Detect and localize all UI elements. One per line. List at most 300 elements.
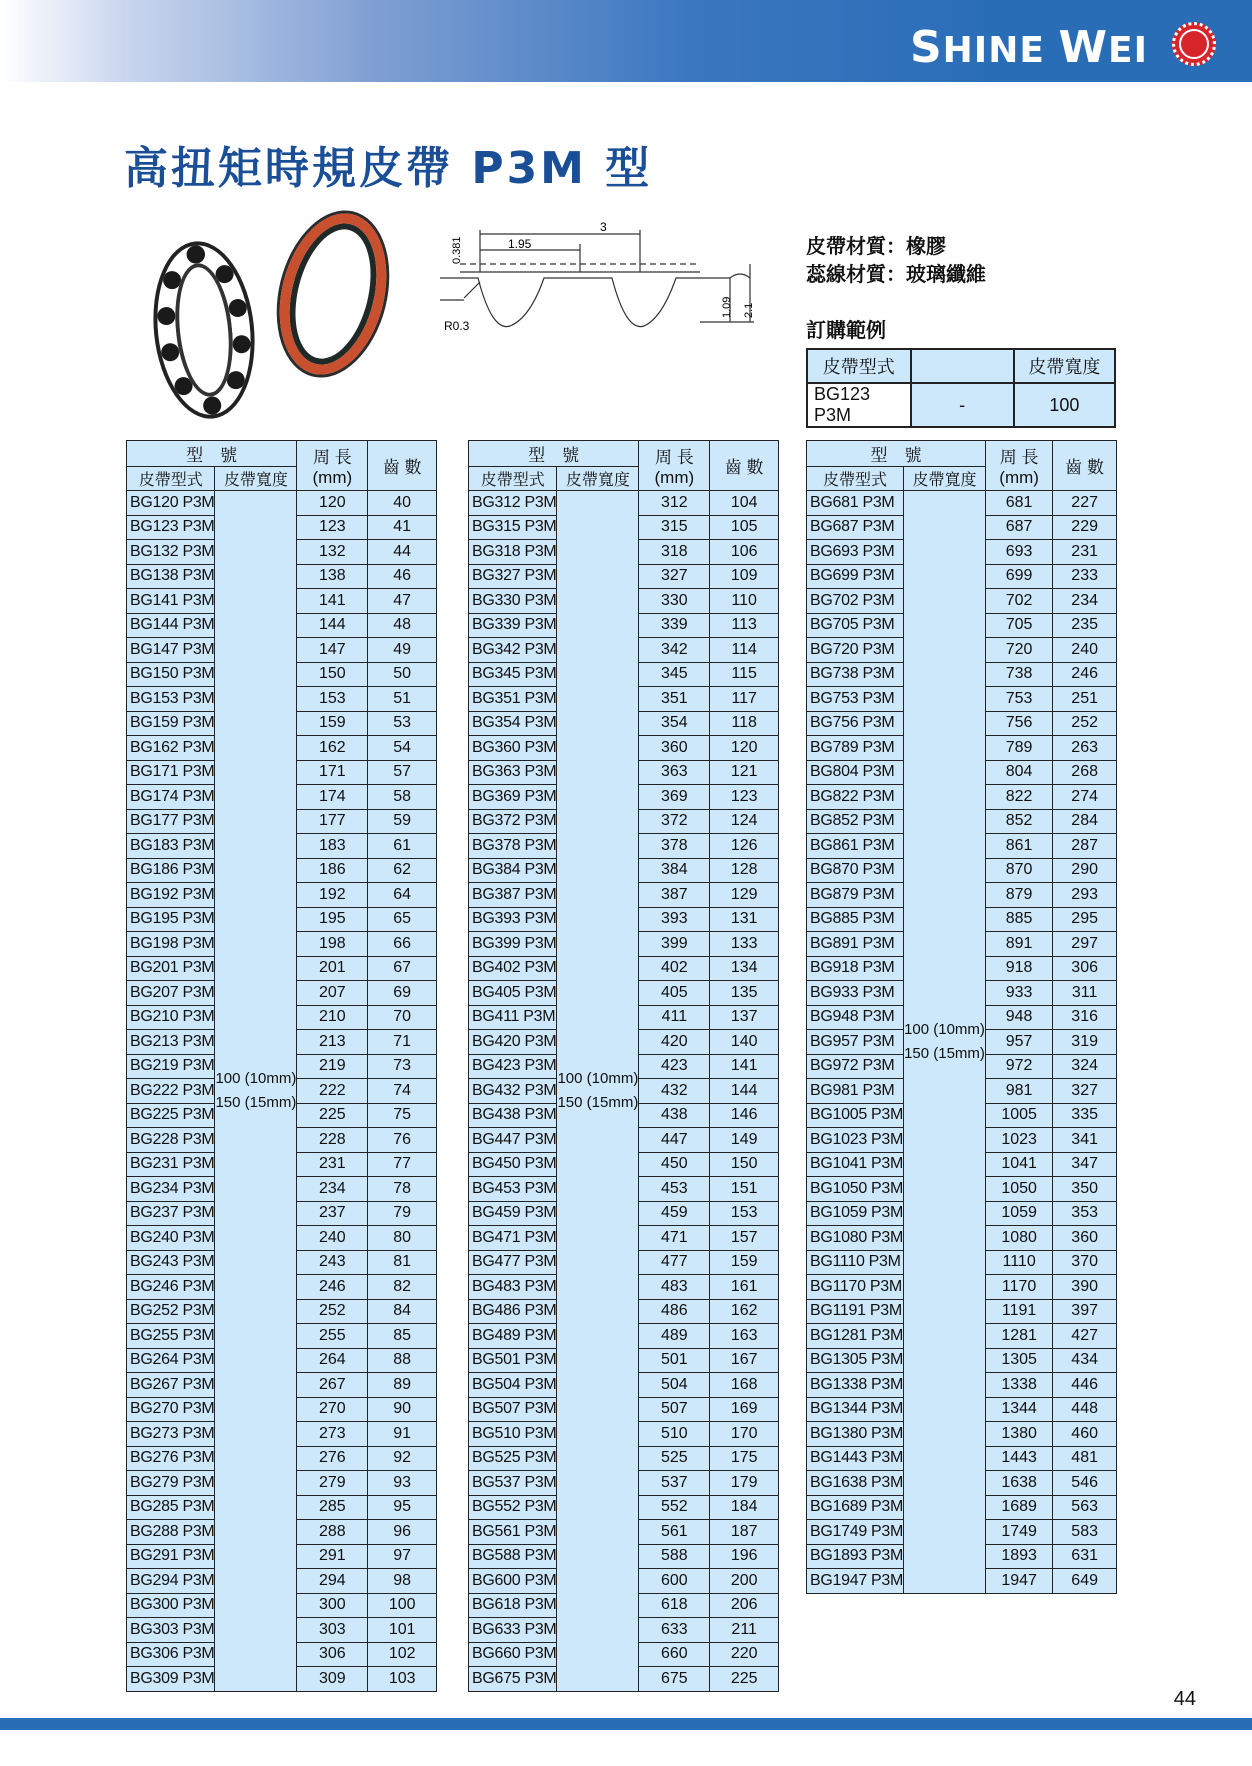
belt-code: BG120 P3M — [127, 491, 215, 516]
belt-length: 186 — [297, 858, 368, 883]
belt-code: BG471 P3M — [469, 1226, 557, 1251]
belt-teeth: 84 — [368, 1299, 437, 1324]
belt-length: 234 — [297, 1177, 368, 1202]
belt-length: 270 — [297, 1397, 368, 1422]
belt-length: 255 — [297, 1324, 368, 1349]
belt-teeth: 169 — [710, 1397, 779, 1422]
belt-code: BG948 P3M — [807, 1005, 904, 1030]
belt-teeth: 89 — [368, 1373, 437, 1398]
belt-teeth: 50 — [368, 662, 437, 687]
belt-teeth: 128 — [710, 858, 779, 883]
belt-code: BG885 P3M — [807, 907, 904, 932]
page-title: 高扭矩時規皮帶 P3M 型 — [124, 143, 653, 194]
belt-length: 195 — [297, 907, 368, 932]
belt-length: 738 — [985, 662, 1052, 687]
belt-length: 471 — [639, 1226, 710, 1251]
belt-code: BG501 P3M — [469, 1348, 557, 1373]
belt-teeth: 133 — [710, 932, 779, 957]
belt-length: 600 — [639, 1569, 710, 1594]
order-col-type: 皮帶型式 — [807, 349, 911, 383]
page-number: 44 — [1173, 1688, 1196, 1710]
belt-teeth: 157 — [710, 1226, 779, 1251]
belt-code: BG738 P3M — [807, 662, 904, 687]
belt-teeth: 137 — [710, 1005, 779, 1030]
belt-code: BG384 P3M — [469, 858, 557, 883]
belt-teeth: 109 — [710, 564, 779, 589]
belt-code: BG822 P3M — [807, 785, 904, 810]
belt-teeth: 481 — [1053, 1446, 1117, 1471]
order-col-width: 皮帶寬度 — [1014, 349, 1115, 383]
belt-code: BG918 P3M — [807, 956, 904, 981]
belt-length: 330 — [639, 589, 710, 614]
belt-length: 756 — [985, 711, 1052, 736]
belt-length: 240 — [297, 1226, 368, 1251]
belt-length: 870 — [985, 858, 1052, 883]
belt-teeth: 88 — [368, 1348, 437, 1373]
belt-length: 1041 — [985, 1152, 1052, 1177]
belt-code: BG660 P3M — [469, 1642, 557, 1667]
belt-length: 1110 — [985, 1250, 1052, 1275]
belt-code: BG981 P3M — [807, 1079, 904, 1104]
belt-length: 198 — [297, 932, 368, 957]
belt-teeth: 79 — [368, 1201, 437, 1226]
belt-teeth: 57 — [368, 760, 437, 785]
header-teeth: 齒 數 — [710, 441, 779, 491]
belt-teeth: 397 — [1053, 1299, 1117, 1324]
belt-code: BG360 P3M — [469, 736, 557, 761]
belt-code: BG288 P3M — [127, 1520, 215, 1545]
belt-teeth: 460 — [1053, 1422, 1117, 1447]
bottom-bar — [0, 1718, 1252, 1730]
belt-length: 507 — [639, 1397, 710, 1422]
belt-teeth: 434 — [1053, 1348, 1117, 1373]
belt-code: BG1443 P3M — [807, 1446, 904, 1471]
belt-length: 378 — [639, 834, 710, 859]
header-type: 皮帶型式 — [807, 467, 904, 491]
belt-length: 789 — [985, 736, 1052, 761]
belt-code: BG222 P3M — [127, 1079, 215, 1104]
belt-length: 153 — [297, 687, 368, 712]
belt-teeth: 211 — [710, 1618, 779, 1643]
header-type: 皮帶型式 — [127, 467, 215, 491]
belt-length: 822 — [985, 785, 1052, 810]
header-length: 周 長 (mm) — [639, 441, 710, 491]
belt-teeth: 162 — [710, 1299, 779, 1324]
belt-code: BG411 P3M — [469, 1005, 557, 1030]
belt-teeth: 41 — [368, 515, 437, 540]
belt-length: 372 — [639, 809, 710, 834]
order-example-title: 訂購範例 — [806, 318, 886, 342]
belt-code: BG483 P3M — [469, 1275, 557, 1300]
belt-length: 477 — [639, 1250, 710, 1275]
belt-length: 144 — [297, 613, 368, 638]
belt-length: 1305 — [985, 1348, 1052, 1373]
belt-length: 489 — [639, 1324, 710, 1349]
belt-code: BG423 P3M — [469, 1054, 557, 1079]
header-width: 皮帶寬度 — [215, 467, 297, 491]
belt-code: BG150 P3M — [127, 662, 215, 687]
belt-length: 1050 — [985, 1177, 1052, 1202]
belt-length: 141 — [297, 589, 368, 614]
belt-length: 210 — [297, 1005, 368, 1030]
belt-teeth: 70 — [368, 1005, 437, 1030]
belt-teeth: 134 — [710, 956, 779, 981]
width-option-1: 100 (10mm) — [557, 1069, 639, 1087]
belt-length: 852 — [985, 809, 1052, 834]
belt-teeth: 135 — [710, 981, 779, 1006]
belt-length: 438 — [639, 1103, 710, 1128]
belt-code: BG363 P3M — [469, 760, 557, 785]
belt-code: BG510 P3M — [469, 1422, 557, 1447]
belt-length: 681 — [985, 491, 1052, 516]
pitch-label: 3 — [600, 222, 607, 234]
belt-code: BG174 P3M — [127, 785, 215, 810]
header-width: 皮帶寬度 — [557, 467, 639, 491]
width-option-2: 150 (15mm) — [904, 1044, 985, 1062]
belt-teeth: 153 — [710, 1201, 779, 1226]
belt-teeth: 187 — [710, 1520, 779, 1545]
belt-length: 702 — [985, 589, 1052, 614]
belt-length: 291 — [297, 1544, 368, 1569]
belt-teeth: 104 — [710, 491, 779, 516]
belt-length: 501 — [639, 1348, 710, 1373]
belt-length: 393 — [639, 907, 710, 932]
belt-length: 432 — [639, 1079, 710, 1104]
belt-code: BG213 P3M — [127, 1030, 215, 1055]
land-width-label: 1.95 — [508, 237, 532, 251]
belt-length: 753 — [985, 687, 1052, 712]
belt-length: 861 — [985, 834, 1052, 859]
belt-teeth: 220 — [710, 1642, 779, 1667]
belt-code: BG294 P3M — [127, 1569, 215, 1594]
belt-teeth: 284 — [1053, 809, 1117, 834]
belt-teeth: 117 — [710, 687, 779, 712]
belt-code: BG192 P3M — [127, 883, 215, 908]
belt-code: BG138 P3M — [127, 564, 215, 589]
black-belt-image — [149, 241, 258, 420]
belt-teeth: 75 — [368, 1103, 437, 1128]
belt-teeth: 91 — [368, 1422, 437, 1447]
belt-code: BG633 P3M — [469, 1618, 557, 1643]
belt-length: 453 — [639, 1177, 710, 1202]
belt-length: 120 — [297, 491, 368, 516]
belt-length: 369 — [639, 785, 710, 810]
belt-teeth: 335 — [1053, 1103, 1117, 1128]
belt-length: 192 — [297, 883, 368, 908]
belt-teeth: 47 — [368, 589, 437, 614]
belt-code: BG1023 P3M — [807, 1128, 904, 1153]
belt-code: BG870 P3M — [807, 858, 904, 883]
belt-teeth: 319 — [1053, 1030, 1117, 1055]
belt-length: 483 — [639, 1275, 710, 1300]
belt-length: 342 — [639, 638, 710, 663]
table-row — [469, 491, 779, 516]
belt-code: BG246 P3M — [127, 1275, 215, 1300]
belt-teeth: 54 — [368, 736, 437, 761]
belt-code: BG177 P3M — [127, 809, 215, 834]
header-teeth: 齒 數 — [1053, 441, 1117, 491]
belt-code: BG243 P3M — [127, 1250, 215, 1275]
belt-code: BG387 P3M — [469, 883, 557, 908]
belt-code: BG228 P3M — [127, 1128, 215, 1153]
belt-code: BG552 P3M — [469, 1495, 557, 1520]
belt-length: 1947 — [985, 1569, 1052, 1594]
belt-teeth: 44 — [368, 540, 437, 565]
belt-teeth: 179 — [710, 1471, 779, 1496]
belt-teeth: 106 — [710, 540, 779, 565]
belt-length: 1443 — [985, 1446, 1052, 1471]
belt-code: BG255 P3M — [127, 1324, 215, 1349]
belt-length: 1344 — [985, 1397, 1052, 1422]
belt-teeth: 274 — [1053, 785, 1117, 810]
belt-code: BG891 P3M — [807, 932, 904, 957]
belt-length: 273 — [297, 1422, 368, 1447]
belt-teeth: 51 — [368, 687, 437, 712]
belt-code: BG756 P3M — [807, 711, 904, 736]
header-length: 周 長 (mm) — [297, 441, 368, 491]
belt-length: 309 — [297, 1667, 368, 1692]
belt-teeth: 649 — [1053, 1569, 1117, 1594]
belt-teeth: 235 — [1053, 613, 1117, 638]
belt-teeth: 446 — [1053, 1373, 1117, 1398]
belt-code: BG450 P3M — [469, 1152, 557, 1177]
belt-length: 228 — [297, 1128, 368, 1153]
belt-length: 162 — [297, 736, 368, 761]
belt-code: BG402 P3M — [469, 956, 557, 981]
belt-teeth: 370 — [1053, 1250, 1117, 1275]
belt-length: 879 — [985, 883, 1052, 908]
belt-length: 972 — [985, 1054, 1052, 1079]
belt-code: BG264 P3M — [127, 1348, 215, 1373]
belt-code: BG354 P3M — [469, 711, 557, 736]
belt-teeth: 82 — [368, 1275, 437, 1300]
belt-code: BG318 P3M — [469, 540, 557, 565]
belt-teeth: 206 — [710, 1593, 779, 1618]
belt-teeth: 141 — [710, 1054, 779, 1079]
radius-label: R0.3 — [444, 319, 470, 333]
belt-length: 147 — [297, 638, 368, 663]
belt-teeth: 123 — [710, 785, 779, 810]
belt-length: 1893 — [985, 1544, 1052, 1569]
belt-teeth: 360 — [1053, 1226, 1117, 1251]
width-option-2: 150 (15mm) — [215, 1093, 297, 1111]
belt-teeth: 252 — [1053, 711, 1117, 736]
belt-length: 1638 — [985, 1471, 1052, 1496]
belt-teeth: 390 — [1053, 1275, 1117, 1300]
belt-length: 1689 — [985, 1495, 1052, 1520]
belt-teeth: 100 — [368, 1593, 437, 1618]
belt-length: 288 — [297, 1520, 368, 1545]
belt-code: BG405 P3M — [469, 981, 557, 1006]
belt-length: 159 — [297, 711, 368, 736]
belt-length: 201 — [297, 956, 368, 981]
belt-teeth: 110 — [710, 589, 779, 614]
belt-code: BG804 P3M — [807, 760, 904, 785]
belt-teeth: 61 — [368, 834, 437, 859]
belt-code: BG378 P3M — [469, 834, 557, 859]
header-model: 型 號 — [127, 441, 297, 467]
belt-teeth: 347 — [1053, 1152, 1117, 1177]
belt-length: 1080 — [985, 1226, 1052, 1251]
belt-width-options — [215, 491, 297, 1692]
belt-teeth: 353 — [1053, 1201, 1117, 1226]
belt-length: 450 — [639, 1152, 710, 1177]
belt-code: BG315 P3M — [469, 515, 557, 540]
belt-length: 420 — [639, 1030, 710, 1055]
belt-length: 177 — [297, 809, 368, 834]
belt-code: BG351 P3M — [469, 687, 557, 712]
belt-teeth: 167 — [710, 1348, 779, 1373]
belt-code: BG141 P3M — [127, 589, 215, 614]
belt-teeth: 65 — [368, 907, 437, 932]
belt-code: BG267 P3M — [127, 1373, 215, 1398]
belt-teeth: 96 — [368, 1520, 437, 1545]
belt-length: 237 — [297, 1201, 368, 1226]
belt-length: 306 — [297, 1642, 368, 1667]
belt-teeth: 64 — [368, 883, 437, 908]
belt-teeth: 290 — [1053, 858, 1117, 883]
belt-code: BG453 P3M — [469, 1177, 557, 1202]
belt-length: 384 — [639, 858, 710, 883]
belt-teeth: 124 — [710, 809, 779, 834]
belt-length: 225 — [297, 1103, 368, 1128]
belt-teeth: 129 — [710, 883, 779, 908]
belt-code: BG234 P3M — [127, 1177, 215, 1202]
belt-teeth: 66 — [368, 932, 437, 957]
belt-teeth: 71 — [368, 1030, 437, 1055]
belt-width-options — [904, 491, 986, 1594]
belt-teeth: 170 — [710, 1422, 779, 1447]
belt-table-2 — [468, 440, 779, 1692]
belt-teeth: 92 — [368, 1446, 437, 1471]
belt-code: BG1344 P3M — [807, 1397, 904, 1422]
belt-teeth: 105 — [710, 515, 779, 540]
belt-teeth: 150 — [710, 1152, 779, 1177]
belt-length: 675 — [639, 1667, 710, 1692]
tooth-profile-diagram — [440, 222, 780, 352]
belt-teeth: 58 — [368, 785, 437, 810]
belt-teeth: 73 — [368, 1054, 437, 1079]
belt-code: BG1170 P3M — [807, 1275, 904, 1300]
belt-code: BG1041 P3M — [807, 1152, 904, 1177]
belt-teeth: 46 — [368, 564, 437, 589]
belt-length: 231 — [297, 1152, 368, 1177]
belt-code: BG699 P3M — [807, 564, 904, 589]
belt-code: BG504 P3M — [469, 1373, 557, 1398]
belt-code: BG702 P3M — [807, 589, 904, 614]
belt-length: 399 — [639, 932, 710, 957]
belt-teeth: 93 — [368, 1471, 437, 1496]
belt-length: 300 — [297, 1593, 368, 1618]
belt-code: BG1050 P3M — [807, 1177, 904, 1202]
belt-teeth: 350 — [1053, 1177, 1117, 1202]
belt-teeth: 246 — [1053, 662, 1117, 687]
belt-code: BG789 P3M — [807, 736, 904, 761]
belt-code: BG561 P3M — [469, 1520, 557, 1545]
belt-teeth: 231 — [1053, 540, 1117, 565]
belt-teeth: 251 — [1053, 687, 1117, 712]
belt-code: BG1110 P3M — [807, 1250, 904, 1275]
belt-length: 207 — [297, 981, 368, 1006]
belt-code: BG972 P3M — [807, 1054, 904, 1079]
belt-teeth: 118 — [710, 711, 779, 736]
belt-width-options — [557, 491, 639, 1692]
belt-code: BG459 P3M — [469, 1201, 557, 1226]
belt-length: 267 — [297, 1373, 368, 1398]
belt-teeth: 233 — [1053, 564, 1117, 589]
belt-code: BG171 P3M — [127, 760, 215, 785]
belt-code: BG186 P3M — [127, 858, 215, 883]
belt-teeth: 293 — [1053, 883, 1117, 908]
belt-code: BG345 P3M — [469, 662, 557, 687]
belt-length: 279 — [297, 1471, 368, 1496]
belt-code: BG687 P3M — [807, 515, 904, 540]
belt-teeth: 146 — [710, 1103, 779, 1128]
belt-code: BG705 P3M — [807, 613, 904, 638]
cord-material: 蕊線材質：玻璃纖維 — [806, 262, 986, 286]
belt-length: 222 — [297, 1079, 368, 1104]
belt-code: BG198 P3M — [127, 932, 215, 957]
belt-teeth: 546 — [1053, 1471, 1117, 1496]
belt-length: 327 — [639, 564, 710, 589]
belt-code: BG933 P3M — [807, 981, 904, 1006]
belt-code: BG957 P3M — [807, 1030, 904, 1055]
belt-code: BG306 P3M — [127, 1642, 215, 1667]
belt-height-label: 2.1 — [743, 302, 755, 318]
belt-teeth: 97 — [368, 1544, 437, 1569]
belt-teeth: 77 — [368, 1152, 437, 1177]
belt-code: BG342 P3M — [469, 638, 557, 663]
belt-code: BG720 P3M — [807, 638, 904, 663]
belt-teeth: 306 — [1053, 956, 1117, 981]
belt-code: BG231 P3M — [127, 1152, 215, 1177]
belt-length: 933 — [985, 981, 1052, 1006]
belt-teeth: 103 — [368, 1667, 437, 1692]
belt-code: BG1380 P3M — [807, 1422, 904, 1447]
belt-teeth: 175 — [710, 1446, 779, 1471]
belt-length: 1281 — [985, 1324, 1052, 1349]
belt-teeth: 126 — [710, 834, 779, 859]
belt-teeth: 161 — [710, 1275, 779, 1300]
belt-teeth: 74 — [368, 1079, 437, 1104]
belt-teeth: 144 — [710, 1079, 779, 1104]
belt-code: BG753 P3M — [807, 687, 904, 712]
belt-length: 1059 — [985, 1201, 1052, 1226]
belt-length: 1005 — [985, 1103, 1052, 1128]
header-model: 型 號 — [807, 441, 986, 467]
order-example-width: 100 — [1014, 383, 1115, 427]
belt-length: 1170 — [985, 1275, 1052, 1300]
belt-code: BG852 P3M — [807, 809, 904, 834]
belt-length: 981 — [985, 1079, 1052, 1104]
belt-teeth: 631 — [1053, 1544, 1117, 1569]
belt-teeth: 311 — [1053, 981, 1117, 1006]
belt-teeth: 297 — [1053, 932, 1117, 957]
belt-code: BG147 P3M — [127, 638, 215, 663]
belt-length: 351 — [639, 687, 710, 712]
belt-teeth: 49 — [368, 638, 437, 663]
belt-length: 918 — [985, 956, 1052, 981]
belt-length: 411 — [639, 1005, 710, 1030]
belt-length: 123 — [297, 515, 368, 540]
header-model: 型 號 — [469, 441, 639, 467]
belt-length: 486 — [639, 1299, 710, 1324]
belt-length: 132 — [297, 540, 368, 565]
belt-teeth: 225 — [710, 1667, 779, 1692]
belt-code: BG303 P3M — [127, 1618, 215, 1643]
belt-length: 552 — [639, 1495, 710, 1520]
belt-teeth: 263 — [1053, 736, 1117, 761]
